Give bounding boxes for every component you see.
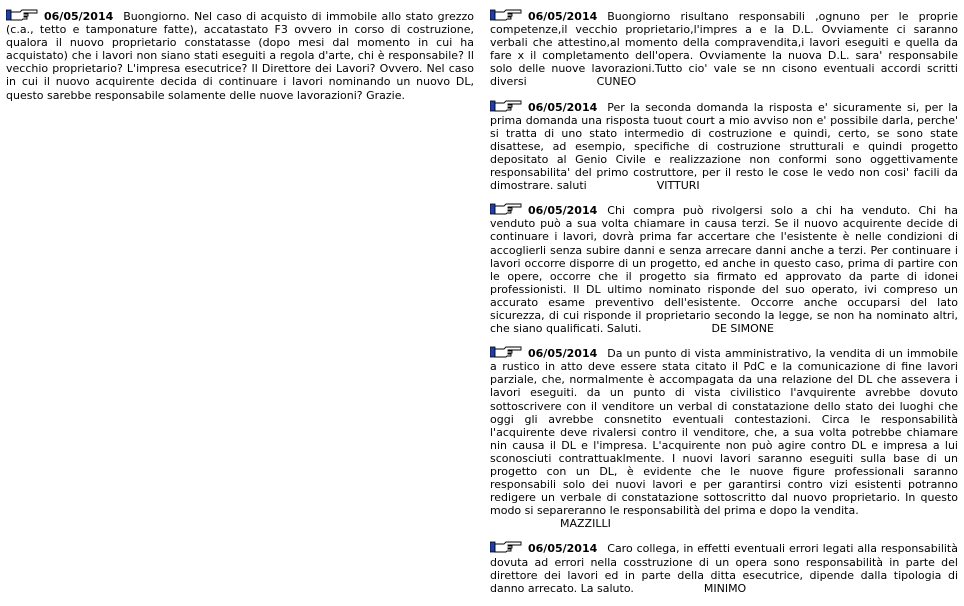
right-column <box>490 9 958 606</box>
pointing-hand-icon <box>6 9 38 21</box>
pointing-hand-icon <box>490 346 522 358</box>
post-author: DE SIMONE <box>711 322 774 336</box>
post-text: Caro collega, in effetti eventuali errori legati alla responsabilità dovuta ad errori nella cosstruzione di un opera sono responsabilità in parte del direttore dei lavori ed in parte della ditta esecutrice, dipende dalla tipologia di danno arrecato. La saluto. <box>490 542 958 595</box>
post-date: 06/05/2014 <box>528 542 598 556</box>
post-text: Buongiorno. Nel caso di acquisto di immobile allo stato grezzo (c.a., tetto e tamponature fatte), accatastato F3 ovvero in corso di costruzione, qualora il nuovo proprietario constatasse (dopo mesi dal momento in cui ha acquistato) che i lavori non siano stati eseguiti a regola d'arte, chi è responsabile? Il vecchio proprietario? L'impresa esecutrice? Il Direttore dei Lavori? Ovvero. Nel caso in cui il nuovo acquirente decida di continuare i lavori nominando un nuovo DL, questo sarebbe responsabile solamente delle nuove lavorazioni? Grazie. <box>6 10 474 102</box>
post-date: 06/05/2014 <box>528 10 598 23</box>
pointing-hand-icon <box>490 9 522 21</box>
post-author: VITTURI <box>656 179 700 193</box>
forum-post <box>490 203 958 335</box>
post-date: 06/05/2014 <box>44 10 114 23</box>
forum-post <box>490 100 958 193</box>
post-text: Buongiorno risultano responsabili ,ognuno per le proprie competenze,il vecchio proprietario,l'impres a e la D.L. Ovviamente ci saranno verbali che attestino,al momento della compravendita,i lavori eseguiti e quella da fare x il completamento dell'opera. Ovviamente la nuova D.L. sara' responsabile solo delle nuove lavorazioni.Tutto cio' vale se nn cisono eventuali accordi scritti diversi <box>490 10 958 89</box>
post-date: 06/05/2014 <box>528 347 598 361</box>
post-date: 06/05/2014 <box>528 100 598 114</box>
post-text: Per la seconda domanda la risposta e' sicuramente si, per la prima domanda una risposta tuout court a mio avviso non e' possibile darla, perche' si tratta di uno stato intermedio di costruzione e quindi, certo, se sono state disattese, ad esempio, specifiche di costruzione strutturali e quindi progetto depositato al Genio Civile e realizzazione non conformi sono oggettivamente responsabilita' del primo costruttore, per il resto le cose le vedo non cosi' facili da dimostrare. saluti <box>490 100 958 193</box>
left-column <box>6 9 474 113</box>
post-author: MINIMO <box>703 581 747 595</box>
pointing-hand-icon <box>490 541 522 553</box>
post-author: CUNEO <box>596 75 637 89</box>
post-date: 06/05/2014 <box>528 204 598 218</box>
forum-post <box>490 346 958 530</box>
post-text: Chi compra può rivolgersi solo a chi ha venduto. Chi ha venduto può a sua volta chiamare in causa terzi. Se il nuovo acquirente decide di continuare i lavori, dovrà prima far accertare che l'esistente è nelle condizioni di accoglierli senza subire danni e senza arrecare danni anche a terzi. Per continuare i lavori occorre disporre di un progetto, ed anche in questo caso, prima di partire con le opere, occorre che il progetto sia firmato ed approvato da parte di idonei professionisti. Il DL ultimo nominato risponde del suo operato, ivi compreso un accurato esame preventivo dell'esistente. Occorre anche occuparsi del lato sicurezza, di cui risponde il proprietario secondo la legge, se non ha nominato altri, che siano qualificati. Saluti. <box>490 204 958 336</box>
pointing-hand-icon <box>490 100 522 112</box>
forum-post <box>490 9 958 89</box>
post-author: MAZZILLI <box>560 517 611 531</box>
forum-post <box>6 9 474 102</box>
forum-post <box>490 541 958 594</box>
post-text: Da un punto di vista amministrativo, la vendita di un immobile a rustico in atto deve essere stata citato il PdC e la comunicazione di fine lavori parziale, che, normalmente è accompagata da una relazione del DL che assevera i lavori eseguiti. da un punto di vista civilistico l'avquirente avrebbe dovuto sottoscrivere con il venditore un verbal di constatazione dello stato dei luoghi che oggi gli avrebbe consnetito eventuali contestazioni. Circa le responsabilità l'acquirente deve rivalersi contro il venditore, che, a sua volta potrebbe chiamare nin causa il DL e l'impresa. L'acquirente non può agire contro DL e impresa a lui sconosciuti contrattuaklmente. I nuovi lavori saranno eseguiti sulla base di un progetto con un DL, è evidente che le nuove figure professionali saranno responsabili solo dei nuovi lavori e per garantirsi contro vizi esistenti potranno redigere un verbale di constatazione sottoscritto dal nuovo proprietario. In questo modo si separeranno le responsabilità del prima e dopo la vendita. <box>490 347 958 518</box>
pointing-hand-icon <box>490 203 522 215</box>
